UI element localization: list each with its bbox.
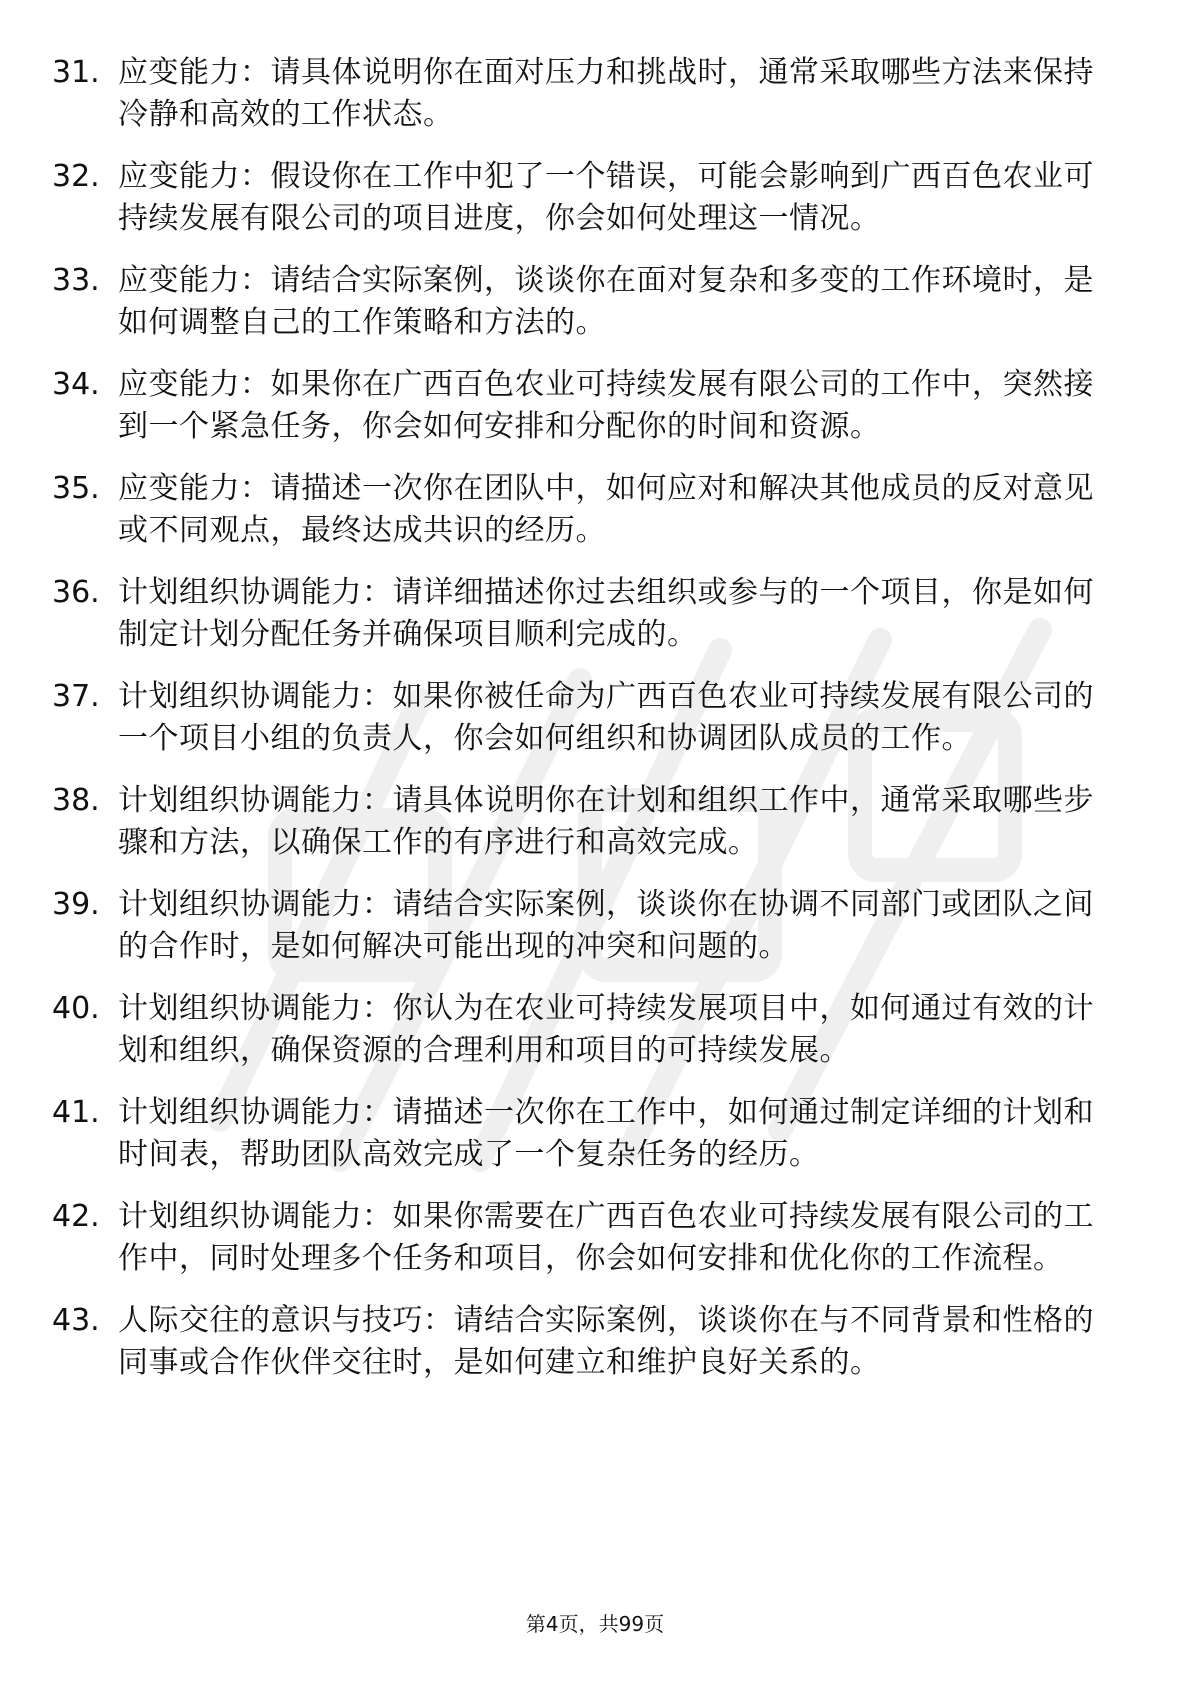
question-number: 35. [52,471,100,506]
question-number: 39. [52,887,100,922]
question-item [52,1092,1122,1176]
question-item [52,676,1122,760]
question-text: 应变能力：请具体说明你在面对压力和挑战时，通常采取哪些方法来保持冷静和高效的工作状态。 [118,55,1094,132]
question-number: 37. [52,679,100,714]
question-text: 计划组织协调能力：请结合实际案例，谈谈你在协调不同部门或团队之间的合作时，是如何解决可能出现的冲突和问题的。 [118,887,1094,964]
question-number: 41. [52,1095,100,1130]
question-text: 计划组织协调能力：请详细描述你过去组织或参与的一个项目，你是如何制定计划分配任务并确保项目顺利完成的。 [118,575,1094,652]
question-item [52,884,1122,968]
question-number: 32. [52,159,100,194]
question-list [52,52,1122,1404]
question-item [52,156,1122,240]
question-number: 40. [52,991,100,1026]
question-number: 34. [52,367,100,402]
question-item [52,52,1122,136]
question-number: 36. [52,575,100,610]
question-text: 计划组织协调能力：如果你被任命为广西百色农业可持续发展有限公司的一个项目小组的负责人，你会如何组织和协调团队成员的工作。 [118,679,1094,756]
question-number: 38. [52,783,100,818]
question-item [52,1300,1122,1384]
page-footer: 第4页，共99页 [525,1612,665,1636]
question-item [52,468,1122,552]
question-text: 人际交往的意识与技巧：请结合实际案例，谈谈你在与不同背景和性格的同事或合作伙伴交往时，是如何建立和维护良好关系的。 [118,1303,1094,1380]
question-number: 42. [52,1199,100,1234]
question-item [52,1196,1122,1280]
question-item [52,780,1122,864]
question-text: 应变能力：请描述一次你在团队中，如何应对和解决其他成员的反对意见或不同观点，最终达成共识的经历。 [118,471,1094,548]
question-text: 计划组织协调能力：请具体说明你在计划和组织工作中，通常采取哪些步骤和方法，以确保工作的有序进行和高效完成。 [118,783,1094,860]
question-text: 应变能力：假设你在工作中犯了一个错误，可能会影响到广西百色农业可持续发展有限公司的项目进度，你会如何处理这一情况。 [118,159,1094,236]
question-text: 计划组织协调能力：如果你需要在广西百色农业可持续发展有限公司的工作中，同时处理多个任务和项目，你会如何安排和优化你的工作流程。 [118,1199,1094,1276]
question-text: 计划组织协调能力：你认为在农业可持续发展项目中，如何通过有效的计划和组织，确保资源的合理利用和项目的可持续发展。 [118,991,1094,1068]
question-item [52,572,1122,656]
question-item [52,988,1122,1072]
question-text: 计划组织协调能力：请描述一次你在工作中，如何通过制定详细的计划和时间表，帮助团队高效完成了一个复杂任务的经历。 [118,1095,1094,1172]
question-number: 43. [52,1303,100,1338]
question-text: 应变能力：如果你在广西百色农业可持续发展有限公司的工作中，突然接到一个紧急任务，你会如何安排和分配你的时间和资源。 [118,367,1094,444]
question-text: 应变能力：请结合实际案例，谈谈你在面对复杂和多变的工作环境时，是如何调整自己的工作策略和方法的。 [118,263,1094,340]
question-number: 33. [52,263,100,298]
question-number: 31. [52,55,100,90]
question-item [52,260,1122,344]
question-item [52,364,1122,448]
